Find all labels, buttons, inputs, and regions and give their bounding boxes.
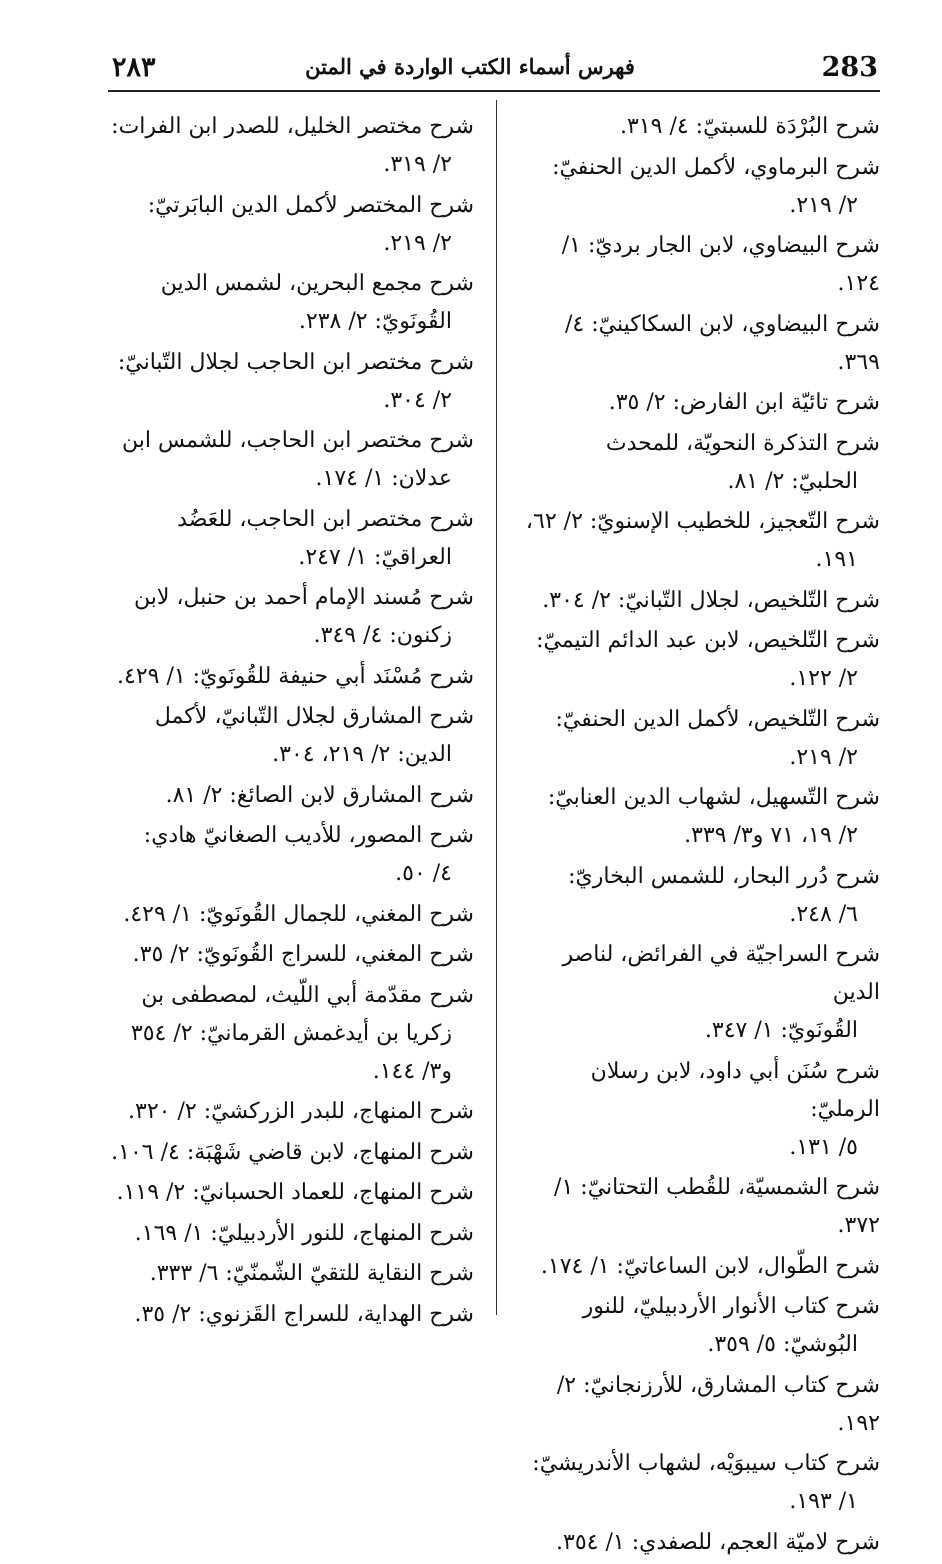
index-entry <box>110 579 474 655</box>
index-entry <box>110 936 474 974</box>
entry-title: شرح المغني، للجمال القُونَويّ: ١/ ٤٢٩. <box>123 901 474 927</box>
index-entry <box>110 896 474 934</box>
entry-title: شرح مختصر ابن الحاجب، للعَضُد <box>177 506 474 532</box>
index-entry <box>110 501 474 577</box>
index-entry <box>110 977 474 1091</box>
index-entry <box>516 1053 880 1167</box>
entry-title: شرح مختصر ابن الحاجب، للشمس ابن <box>122 428 474 453</box>
entry-title: شرح كتاب الأنوار الأردبيليّ، للنور <box>582 1294 880 1319</box>
entry-title: شرح البرماوي، لأكمل الدين الحنفيّ: <box>552 154 880 180</box>
entry-title: شرح مختصر الخليل، للصدر ابن الفرات: <box>111 114 474 139</box>
index-entry <box>516 622 880 698</box>
entry-continuation: البُوشيّ: ٥/ ٣٥٩. <box>707 1332 858 1357</box>
index-entry <box>516 149 880 225</box>
index-entry <box>516 701 880 777</box>
entry-continuation: ٢/ ١٢٢. <box>789 666 858 691</box>
index-entry <box>516 306 880 382</box>
index-entry <box>516 779 880 855</box>
entry-continuation: القُونَويّ: ١/ ٣٤٧. <box>704 1018 858 1043</box>
entry-continuation: ٢/ ٣٠٤. <box>383 387 452 413</box>
running-header-title: فهرس أسماء الكتب الواردة في المتن <box>305 54 635 79</box>
entry-title: شرح المنهاج، للبدر الزركشيّ: ٢/ ٣٢٠. <box>128 1099 474 1124</box>
entry-title: شرح البيضاوي، لابن السكاكينيّ: ٤/ ٣٦٩. <box>564 311 880 375</box>
entry-title: شرح المشارق لجلال التّبانيّ، لأكمل <box>154 704 474 729</box>
entry-continuation: زكريا بن أيدغمش القرمانيّ: ٢/ ٣٥٤ <box>130 1020 452 1046</box>
entry-title: شرح التّعجيز، للخطيب الإسنويّ: ٢/ ٦٢، <box>525 509 880 534</box>
entry-title: شرح مجمع البحرين، لشمس الدين <box>160 271 474 296</box>
entry-continuation: عدلان: ١/ ١٧٤. <box>315 466 452 491</box>
entry-continuation: ٢/ ٣١٩. <box>383 152 452 177</box>
entry-title: شرح مُسْنَد أبي حنيفة للقُونَويّ: ١/ ٤٢٩. <box>117 663 474 689</box>
entry-continuation: و٣/ ١٤٤. <box>372 1058 452 1084</box>
entry-title: شرح المنهاج، لابن قاضي شَهْبَة: ٤/ ١٠٦. <box>111 1139 474 1165</box>
index-entry <box>110 422 474 498</box>
entry-title: شرح كتاب المشارق، للأرزنجانيّ: ٢/ ١٩٢. <box>556 1372 880 1436</box>
entry-title: شرح البُرْدَة للسبتيّ: ٤/ ٣١٩. <box>620 114 880 139</box>
entry-title: شرح التّلخيص، لابن عبد الدائم التيميّ: <box>536 628 880 653</box>
column-divider <box>496 100 497 1315</box>
index-entry <box>516 425 880 501</box>
index-entry <box>110 817 474 893</box>
index-entry <box>110 698 474 774</box>
entry-title: شرح تائيّة ابن الفارض: ٢/ ٣٥. <box>608 390 880 415</box>
entry-title: شرح الشمسيّة، للقُطب التحتانيّ: ١/ ٣٧٢. <box>554 1175 880 1238</box>
entry-title: شرح المنهاج، للعماد الحسبانيّ: ٢/ ١١٩. <box>116 1180 474 1205</box>
index-entry <box>110 777 474 815</box>
entry-continuation: ٤/ ٥٠. <box>395 861 452 886</box>
index-entry <box>516 858 880 934</box>
entry-title: شرح مُسند الإمام أحمد بن حنبل، لابن <box>133 585 474 610</box>
index-entry <box>516 1367 880 1443</box>
entry-continuation: الحلبيّ: ٢/ ٨١. <box>727 468 858 494</box>
entry-title: شرح دُرر البحار، للشمس البخاريّ: <box>568 863 880 889</box>
left-column-index <box>110 108 474 1336</box>
index-entry <box>516 227 880 303</box>
entry-continuation: الدين: ٢/ ٢١٩، ٣٠٤. <box>272 742 452 767</box>
entry-title: شرح لاميّة العجم، للصفدي: ١/ ٣٥٤. <box>556 1529 880 1555</box>
entry-title: شرح المغني، للسراج القُونَويّ: ٢/ ٣٥. <box>132 942 474 967</box>
entry-title: شرح البيضاوي، لابن الجار برديّ: ١/ ١٢٤. <box>561 233 880 296</box>
index-entry <box>516 1445 880 1521</box>
entry-title: شرح المشارق لابن الصائغ: ٢/ ٨١. <box>165 782 474 808</box>
entry-continuation: ١٩١. <box>815 547 858 572</box>
entry-title: شرح كتاب سيبوَيْه، لشهاب الأندريشيّ: <box>532 1451 880 1476</box>
entry-title: شرح الهداية، للسراج القَزنوي: ٢/ ٣٥. <box>134 1301 474 1327</box>
header-rule <box>108 90 880 92</box>
index-entry <box>110 344 474 420</box>
entry-title: شرح التّلخيص، لجلال التّبانيّ: ٢/ ٣٠٤. <box>542 587 880 613</box>
index-entry <box>516 936 880 1050</box>
index-entry <box>110 1255 474 1293</box>
entry-continuation: ٥/ ١٣١. <box>789 1134 858 1160</box>
entry-title: شرح السراجيّة في الفرائض، لناصر الدين <box>562 942 880 1005</box>
entry-title: شرح المصور، للأديب الصغانيّ هادي: <box>143 823 474 848</box>
index-entry <box>110 108 474 184</box>
index-entry <box>110 1215 474 1253</box>
entry-title: شرح النقاية للتقيّ الشّمنّيّ: ٦/ ٣٣٣. <box>149 1261 474 1286</box>
index-entry <box>516 1288 880 1364</box>
entry-title: شرح التّسهيل، لشهاب الدين العنابيّ: <box>547 785 880 810</box>
index-entry <box>110 658 474 696</box>
entry-continuation: زكنون: ٤/ ٣٤٩. <box>313 623 452 648</box>
index-entry <box>516 1169 880 1245</box>
entry-continuation: ١/ ١٩٣. <box>789 1489 858 1514</box>
entry-continuation: ٦/ ٢٤٨. <box>789 901 858 927</box>
index-entry <box>110 187 474 263</box>
index-entry <box>516 582 880 620</box>
index-entry <box>516 384 880 422</box>
index-entry <box>516 503 880 579</box>
entry-continuation: العراقيّ: ١/ ٢٤٧. <box>298 544 452 570</box>
entry-continuation: ٢/ ٢١٩. <box>383 230 452 256</box>
index-entry <box>110 1134 474 1172</box>
entry-title: شرح مختصر ابن الحاجب لجلال التّبانيّ: <box>117 349 474 375</box>
entry-continuation: القُونَويّ: ٢/ ٢٣٨. <box>298 309 452 334</box>
entry-continuation: ٢/ ٢١٩. <box>789 192 858 218</box>
entry-title: شرح المختصر لأكمل الدين البابَرتيّ: <box>147 192 474 218</box>
entry-title: شرح سُنَن أبي داود، لابن رسلان الرمليّ: <box>590 1058 880 1122</box>
index-entry <box>516 1248 880 1286</box>
index-entry <box>110 1296 474 1334</box>
entry-title: شرح التذكرة النحويّة، للمحدث <box>605 430 880 456</box>
entry-continuation: ٢/ ١٩، ٧١ و٣/ ٣٣٩. <box>684 823 858 848</box>
right-column-index <box>516 108 880 1564</box>
entry-title: شرح الطّوال، لابن الساعاتيّ: ١/ ١٧٤. <box>540 1253 880 1279</box>
index-entry <box>110 265 474 341</box>
index-entry <box>110 1093 474 1131</box>
index-entry <box>110 1174 474 1212</box>
entry-continuation: ٢/ ٢١٩. <box>789 744 858 770</box>
page-number-latin: 283 <box>821 52 878 83</box>
page-number-arabic: ٢٨٣ <box>112 52 156 83</box>
entry-title: شرح المنهاج، للنور الأردبيليّ: ١/ ١٦٩. <box>134 1220 474 1246</box>
entry-title: شرح مقدّمة أبي اللّيث، لمصطفى بن <box>141 982 474 1008</box>
entry-title: شرح التّلخيص، لأكمل الدين الحنفيّ: <box>555 706 880 732</box>
index-entry <box>516 108 880 146</box>
index-entry <box>516 1524 880 1562</box>
